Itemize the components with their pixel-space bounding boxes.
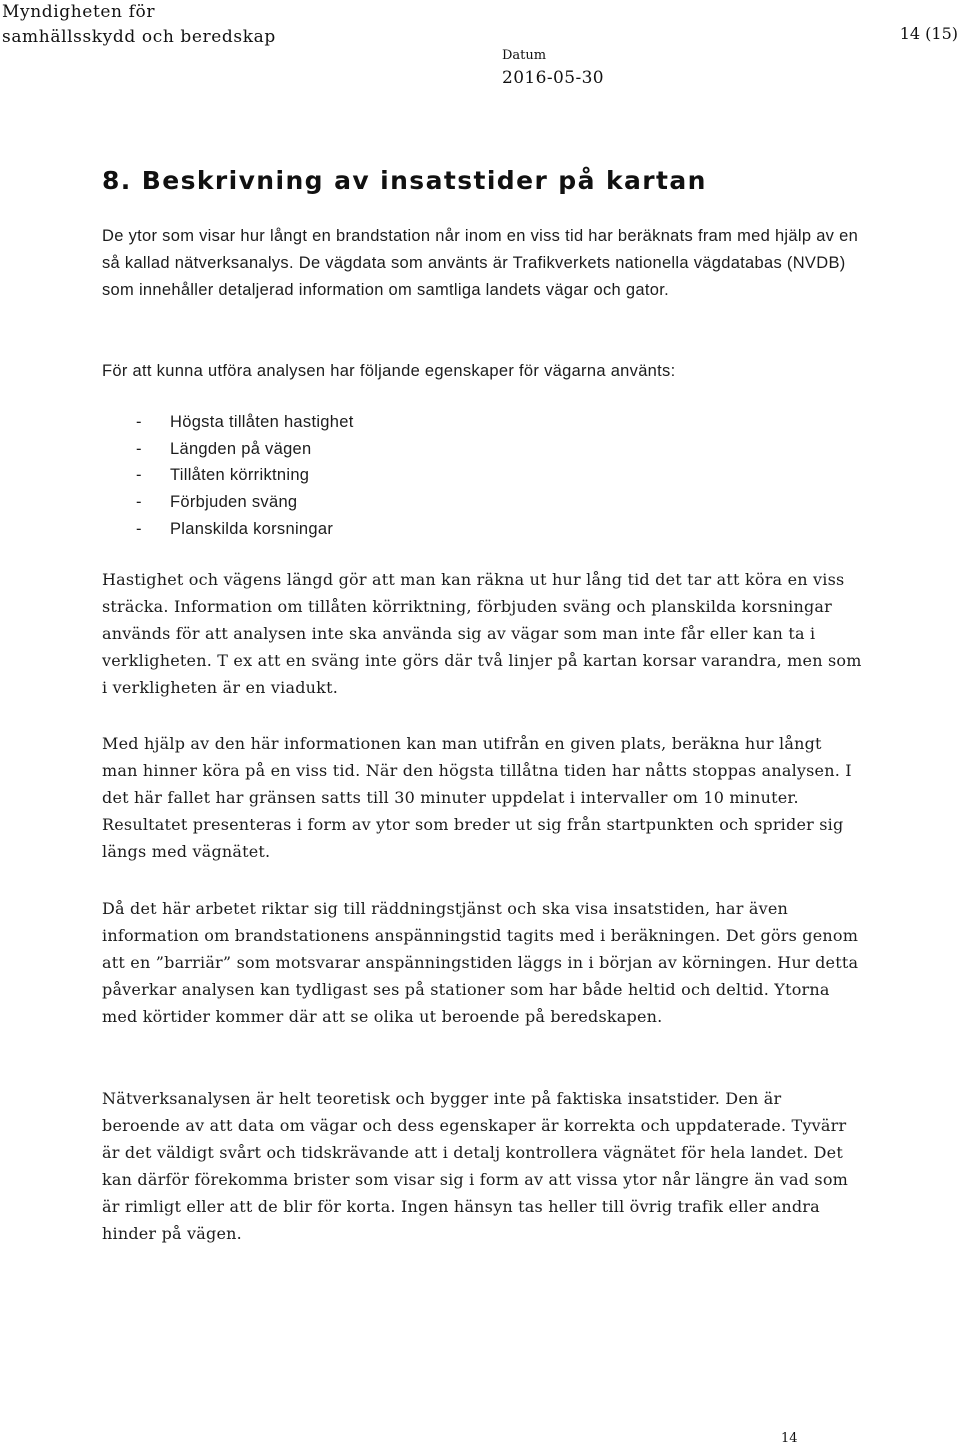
list-item-text: Längden på vägen xyxy=(170,439,312,458)
paragraph-speed-length: Hastighet och vägens längd gör att man kan räkna ut hur lång tid det tar att köra en viss sträcka. Information om tillåten körriktning, förbjuden sväng och planskilda korsningar används för att analysen inte ska använda sig av vägar som man inte får eller kan ta i verkligheten. T ex att en sväng inte görs där två linjer på kartan korsar varandra, men som i verkligheten är en viadukt. xyxy=(102,570,862,697)
list-bullet: - xyxy=(136,519,142,538)
paragraph-limitations: Nätverksanalysen är helt teoretisk och bygger inte på faktiska insatstider. Den är beroende av att data om vägar och dess egenskaper är korrekta och uppdaterade. Tyvärr är det väldigt svårt och tidskrävande att i detalj kontrollera vägnätet för hela landet. Det kan därför förekomma brister som visar sig i form av att vissa ytor når längre än vad som är rimligt eller att de blir för korta. Ingen hänsyn tas heller till övrig trafik eller andra hinder på vägen. xyxy=(102,1089,849,1243)
page-indicator: 14 (15) xyxy=(899,24,958,43)
organization-name-line2: samhällsskydd och beredskap xyxy=(2,27,276,47)
list-bullet: - xyxy=(136,439,142,458)
list-item-text: Planskilda korsningar xyxy=(170,519,334,538)
list-item xyxy=(136,462,354,489)
paragraph-analysis-method: Med hjälp av den här informationen kan man utifrån en given plats, beräkna hur långt man hinner köra på en viss tid. När den högsta tillåtna tiden har nåtts stoppas analysen. I det här fallet har gränsen satts till 30 minuter uppdelat i intervaller om 10 minuter. Resultatet presenteras i form av ytor som breder ut sig från startpunkten och sprider sig längs med vägnätet. xyxy=(102,734,852,861)
organization-name xyxy=(2,0,276,50)
date-label: Datum xyxy=(502,48,547,63)
date-value: 2016-05-30 xyxy=(502,68,605,88)
section-heading: 8. Beskrivning av insatstider på kartan xyxy=(102,166,707,195)
footer-page-number: 14 xyxy=(781,1431,798,1446)
list-bullet: - xyxy=(136,493,142,512)
paragraph-list-lead: För att kunna utföra analysen har följande egenskaper för vägarna använts: xyxy=(102,362,676,380)
paragraph-intro: De ytor som visar hur långt en brandstation når inom en viss tid har beräknats fram med hjälp av en så kallad nätverksanalys. De vägdata som använts är Trafikverkets nationella vägdatabas (NVDB) som innehåller detaljerad information om samtliga landets vägar och gator. xyxy=(102,227,859,299)
list-item xyxy=(136,409,354,436)
list-item-text: Tillåten körriktning xyxy=(170,466,310,485)
paragraph-preparation-time: Då det här arbetet riktar sig till räddningstjänst och ska visa insatstiden, har även information om brandstationens anspänningstid tagits med i beräkningen. Det görs genom att en ”barriär” som motsvarar anspänningstiden läggs in i början av körningen. Hur detta påverkar analysen kan tydligast ses på stationer som har både heltid och deltid. Ytorna med körtider kommer där att se olika ut beroende på beredskapen. xyxy=(102,899,859,1026)
organization-name-line1: Myndigheten för xyxy=(2,2,156,22)
list-item xyxy=(136,436,354,463)
list-item-text: Förbjuden sväng xyxy=(170,493,298,512)
list-item xyxy=(136,489,354,516)
list-item-text: Högsta tillåten hastighet xyxy=(170,413,354,431)
road-properties-list xyxy=(136,409,354,543)
list-item xyxy=(136,516,354,543)
list-bullet: - xyxy=(136,466,142,485)
list-bullet: - xyxy=(136,413,142,431)
